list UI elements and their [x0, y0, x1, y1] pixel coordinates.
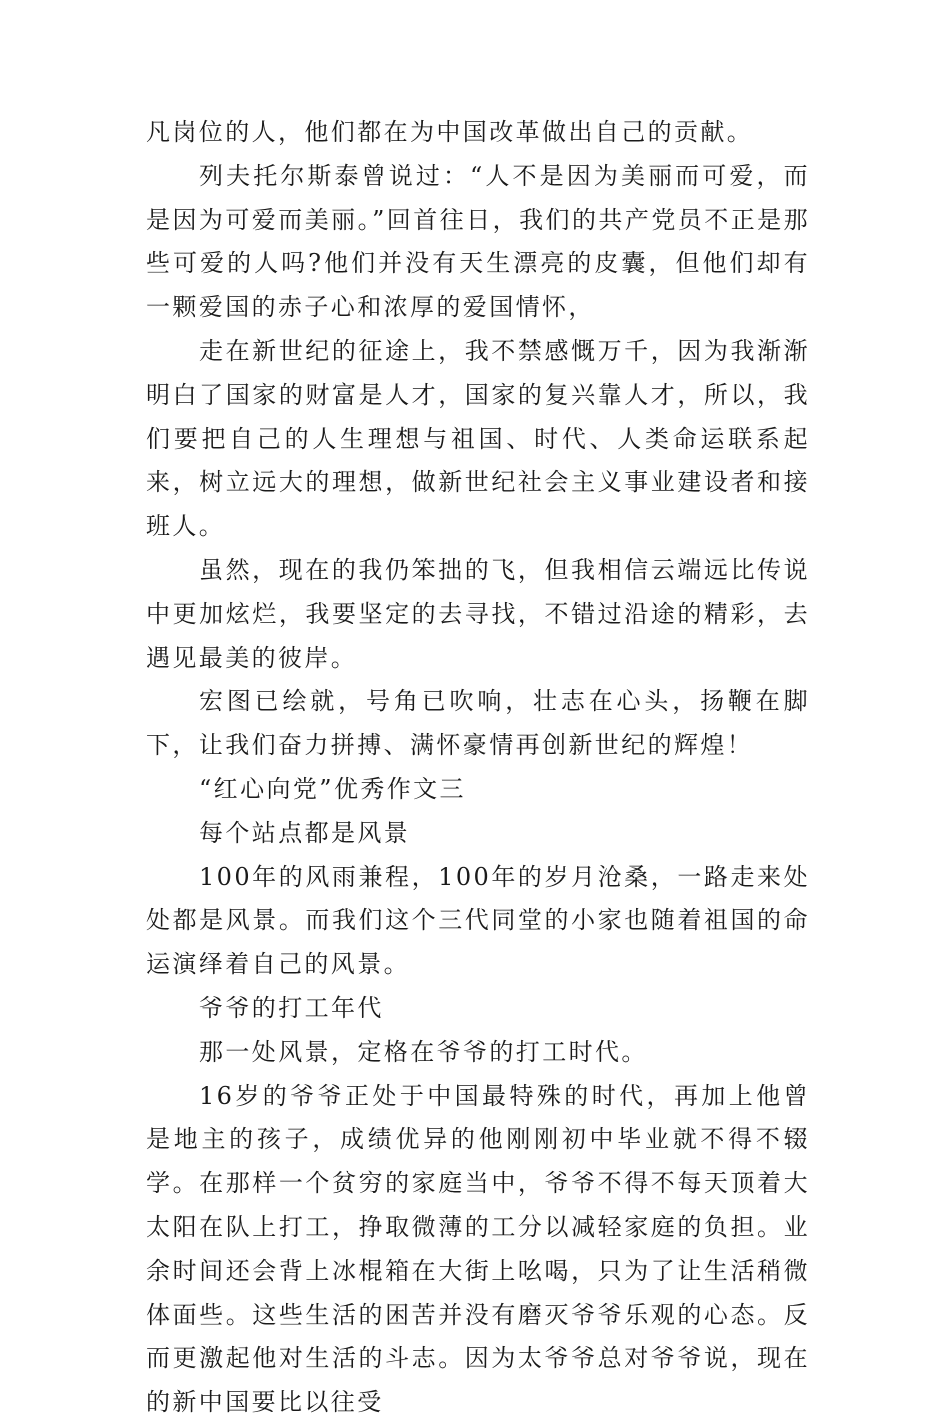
- paragraph-7: 那一处风景，定格在爷爷的打工时代。: [199, 1037, 648, 1066]
- paragraph-6: 100年的风雨兼程，100年的岁月沧桑，一路走来处处都是风景。而我们这个三代同堂的小家也随着祖国的命运演绎着自己的风景。: [146, 862, 810, 979]
- paragraph-3: 走在新世纪的征途上，我不禁感慨万千，因为我渐渐明白了国家的财富是人才，国家的复兴靠人才，所以，我们要把自己的人生理想与祖国、时代、人类命运联系起来，树立远大的理想，做新世纪社会主义事业建设者和接班人。: [146, 336, 810, 541]
- paragraph-1: 凡岗位的人，他们都在为中国改革做出自己的贡献。: [146, 118, 754, 146]
- essay-title: “红心向党”优秀作文三: [199, 774, 466, 803]
- paragraph-5: 宏图已绘就，号角已吹响，壮志在心头，扬鞭在脚下，让我们奋力拼搏、满怀豪情再创新世纪的辉煌！: [146, 687, 810, 760]
- section-heading: 爷爷的打工年代: [199, 993, 384, 1022]
- essay-subtitle: 每个站点都是风景: [199, 818, 411, 847]
- document-body: [146, 111, 810, 1425]
- paragraph-2: 列夫托尔斯泰曾说过：“人不是因为美丽而可爱，而是因为可爱而美丽。”回首往日，我们的共产党员不正是那些可爱的人吗?他们并没有天生漂亮的皮囊，但他们却有一颗爱国的赤子心和浓厚的爱国情怀，: [146, 161, 810, 322]
- paragraph-4: 虽然，现在的我仍笨拙的飞，但我相信云端远比传说中更加炫烂，我要坚定的去寻找，不错过沿途的精彩，去遇见最美的彼岸。: [146, 555, 810, 672]
- paragraph-8: 16岁的爷爷正处于中国最特殊的时代，再加上他曾是地主的孩子，成绩优异的他刚刚初中毕业就不得不辍学。在那样一个贫穷的家庭当中，爷爷不得不每天顶着大太阳在队上打工，挣取微薄的工分以减轻家庭的负担。业余时间还会背上冰棍箱在大街上吆喝，只为了让生活稍微体面些。这些生活的困苦并没有磨灭爷爷乐观的心态。反而更激起他对生活的斗志。因为太爷爷总对爷爷说，现在的新中国要比以往受: [146, 1081, 810, 1417]
